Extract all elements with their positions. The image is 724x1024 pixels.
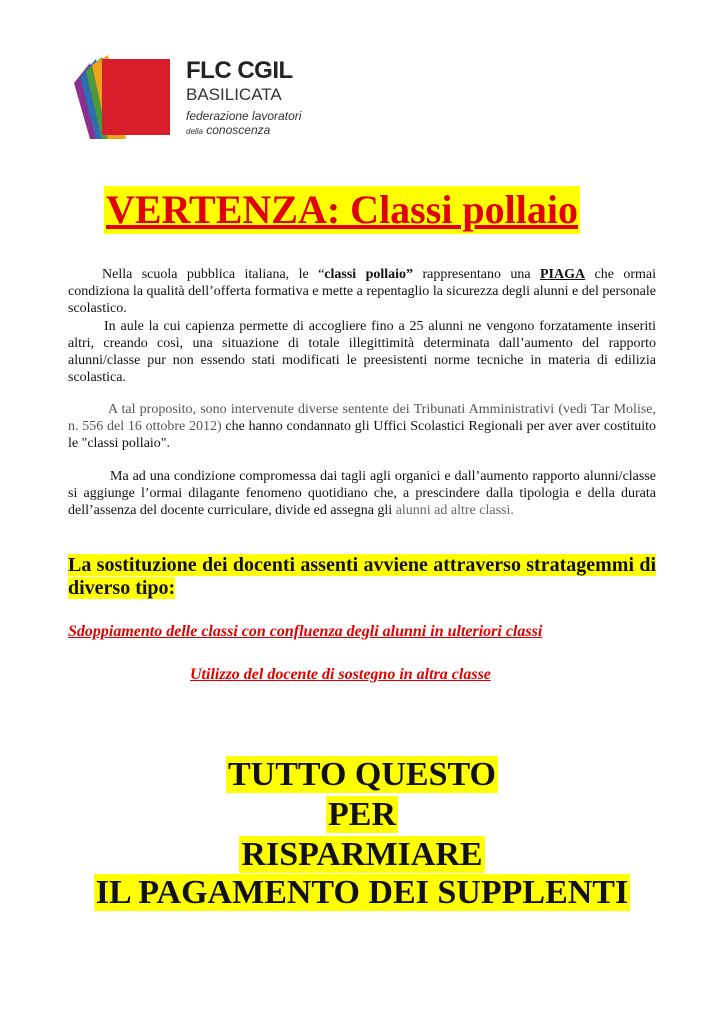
closing-line-4 [0,874,724,912]
sostituzione-heading [68,554,656,600]
closing-line-1 [0,756,724,794]
p1-a: Nella scuola pubblica italiana, le “ [102,267,325,282]
p1-piaga: PIAGA [539,267,586,282]
p4-a: Ma ad una condizione compromessa dai tagli agli organici e dall’aumento rapporto alunni/classe si aggiunge l’ormai dilagante fenomeno quotidiano che, a prescindere dalla tipologia e della durata dell’assenza del docente curriculare, divide ed assegna gli [68,469,656,518]
paragraph-3 [68,401,656,452]
paragraph-4 [68,468,656,519]
logo-line-1: federazione lavoratori [186,109,302,123]
logo-line-2 [186,123,270,137]
paragraph-2: In aule la cui capienza permette di accogliere fino a 25 alunni ne vengono forzatamente inseriti altri, creando così, una situazione di totale illegittimità determinata dall’aumento del rapporto alunni/classe pur non essendo stati modificati le preesistenti norme tecniche in materia di edilizia scolastica. [68,319,656,385]
p3-b: che hanno condannato gli Uffici Scolastici Regionali per aver aver costituito le "classi pollaio". [68,419,657,451]
red-line-2: Utilizzo del docente di sostegno in altra classe [190,666,491,683]
p1-c: rappresentano una [413,267,540,282]
closing-4-text: IL PAGAMENTO DEI SUPPLENTI [95,874,629,911]
flc-cgil-logo [66,55,326,140]
sostituzione-text: La sostituzione dei docenti assenti avviene attraverso stratagemmi di diverso tipo: [68,554,656,599]
logo-mark-icon [66,55,176,140]
closing-line-2 [0,796,724,834]
p4-b: alunni ad altre classi. [395,503,514,518]
closing-3-text: RISPARMIARE [241,836,483,873]
logo-region: BASILICATA [186,85,282,104]
closing-line-3 [0,836,724,874]
p1-classi-pollaio: classi pollaio” [324,267,414,282]
closing-1-text: TUTTO QUESTO [227,756,496,793]
logo-title: FLC CGIL [186,57,293,84]
logo-line-2-small: della [186,127,203,136]
closing-2-text: PER [328,796,396,833]
logo-line-2-main: conoscenza [206,123,271,137]
red-line-1: Sdoppiamento delle classi con confluenza degli alunni in ulteriori classi [68,623,543,640]
paragraph-1 [68,266,656,317]
page-title: VERTENZA: Classi pollaio [106,187,579,232]
p3-a: A tal proposito, sono intervenute diverse sentente dei Tribunati Amministrativi (vedi Tar Molise, n. 556 del 16 ottobre 2012) [68,402,656,434]
p1-e: che ormai condiziona la qualità dell’offerta formativa e mette a repentaglio la sicurezza degli alunni e del personale scolastico. [68,267,656,316]
